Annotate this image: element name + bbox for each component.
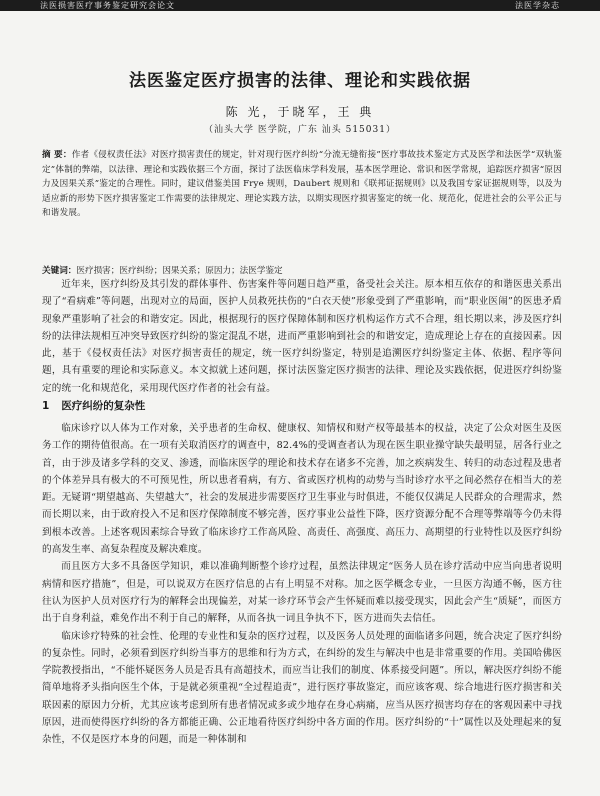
- keywords-label: 关键词：: [42, 266, 77, 276]
- section-number: 1: [42, 400, 50, 412]
- section-1-body: [42, 420, 562, 749]
- body-paragraph-1: 临床诊疗以人体为工作对象，关乎患者的生命权、健康权、知情权和财产权等最基本的权益，决定了公众对医生及医务工作的期待值很高。在一项有关取消医疗的调查中，82.4%的受调查者认为现在医生职业操守缺失最明显，居各行业之首，由于涉及诸多学科的交叉、渗透，而临床医学的理论和技术存在诸多不完善，加之疾病发生、转归的动态过程及患者的个体差异具有极大的不可预见性，所以患者看病，有方、省或医疗机构的动势与当时诊疗水平之间必然存在相当大的差距。无疑谓“期望越高、失望越大”，社会的发展进步需要医疗卫生事业与时俱进，不能仅仅满足人民群众的合理需求，然而长期以来，由于政府投入不足和医疗保障制度不够完善，医疗事业公益性下降，医疗资源分配不合理等弊端等今仍未得到根本改善。上述客观因素综合导致了临床诊疗工作高风险、高责任、高强度、高压力、高期望的行业特性以及医疗纠纷的高发生率、高复杂程度及解决难度。: [42, 423, 562, 556]
- author-list: 陈 光，于晓军，王 典: [225, 105, 375, 119]
- article-title: 法医鉴定医疗损害的法律、理论和实践依据: [129, 71, 471, 91]
- section-title: 医疗纠纷的复杂性: [61, 400, 146, 412]
- body-paragraph-3: 临床诊疗特殊的社会性、伦理的专业性和复杂的医疗过程，以及医务人员处理的面临诸多问题，统合决定了医疗纠纷的复杂性。同时，必须看到医疗纠纷当事方的思维和行为方式，在纠纷的发生与解决中也是非常重要的作用。美国哈佛医学院教授指出，“不能怀疑医务人员是否具有高超技术，而应当让我们的制度、体系接受问题”。所以，解决医疗纠纷不能简单地将矛头指向医生个体，于是就必须重视“全过程追责”，进行医疗事故鉴定，而应该客观、综合地进行医疗损害和关联因素的原因力分析，尤其应该考虑到所有患者情况或多或少地存在身心病痛，应当从医疗损害均存在的客观因素中寻找原因，进而使得医疗纠纷的各方都能正确、公正地看待医疗纠纷中各方面的作用。医疗纠纷的“十”属性以及处理起来的复杂性，不仅是医疗本身的问题，而是一种体制和: [42, 630, 562, 746]
- body-paragraph-2: 而且医方大多不具备医学知识，难以准确判断整个诊疗过程，虽然法律规定“医务人员在诊疗活动中应当向患者说明病情和医疗措施”，但是，可以说双方在医疗信息的占有上明显不对称。加之医学概念专业，一旦医方沟通不畅，医方往往认为医护人员对医疗行为的解释会出现偏差，对某一诊疗环节会产生怀疑而难以接受现实，因此会产生“质疑”，而医方出于自身利益，难免作出不利于自己的解释，从而各执一词且争执不下，医方进而失去信任。: [42, 561, 562, 625]
- intro-section: [42, 276, 562, 397]
- affiliation: （汕头大学 医学院，广东 汕头 515031）: [204, 125, 396, 135]
- section-heading-1: [42, 398, 157, 413]
- running-header: [0, 0, 600, 11]
- intro-paragraph: 近年来，医疗纠纷及其引发的群体事件、伤害案件等问题日趋严重，备受社会关注。原本相互依存的和谐医患关系出现了“看病难”等问题，出现对立的局面，医护人员救死扶伤的“白衣天使”形象受到了严重影响，而“职业医闹”的医患矛盾现象严重影响了社会的和谐安定。因此，根据现行的医疗保障体制和医疗机构运作方式不合理，组长期以来，涉及医疗纠纷的法律法规相互冲突导致医疗纠纷的鉴定混乱不堪，进而严重影响到社会的和谐安定，造成理论上存在的直接因素。因此，基于《侵权责任法》对医疗损害责任的规定，统一医疗纠纷鉴定，特别是追溯医疗纠纷鉴定主体、依据、程序等问题，具有重要的理论和实际意义。本文拟就上述问题，探讨法医鉴定医疗损害的法律、理论及实践依据，促进医疗纠纷鉴定的统一化和规范化，采用现代医疗作者的社会有益。: [42, 279, 562, 394]
- running-header-right: 法医学杂志: [515, 1, 560, 10]
- running-header-left: 法医损害医疗事务鉴定研究会论文: [40, 1, 175, 10]
- abstract-label: 摘 要：: [42, 150, 72, 160]
- abstract-block: [42, 148, 562, 221]
- abstract-text: 作者《侵权责任法》对医疗损害责任的规定，针对现行医疗纠纷“分流无缝衔接”医疗事故技术鉴定方式及医学和法医学“双轨鉴定”体制的弊端，以法律、理论和实践依据三个方面，探讨了法医临床学科发展，基本医学理论、常识和医学常规，追踪医疗损害“原因力及因果关系”鉴定的合理性。同时，建议借鉴美国 Frye 规则，Daubert 规则和《联邦证据规则》以及我国专家证据规则等，以及为适应新的形势下医疗损害鉴定工作需要的法律规定、理论实践方法，以期实现医疗损害鉴定的统一化、规范化，促进社会的公平公正与和谐发展。: [42, 150, 562, 219]
- keywords-text: 医疗损害；医疗纠纷；因果关系；原因力；法医学鉴定: [76, 266, 283, 276]
